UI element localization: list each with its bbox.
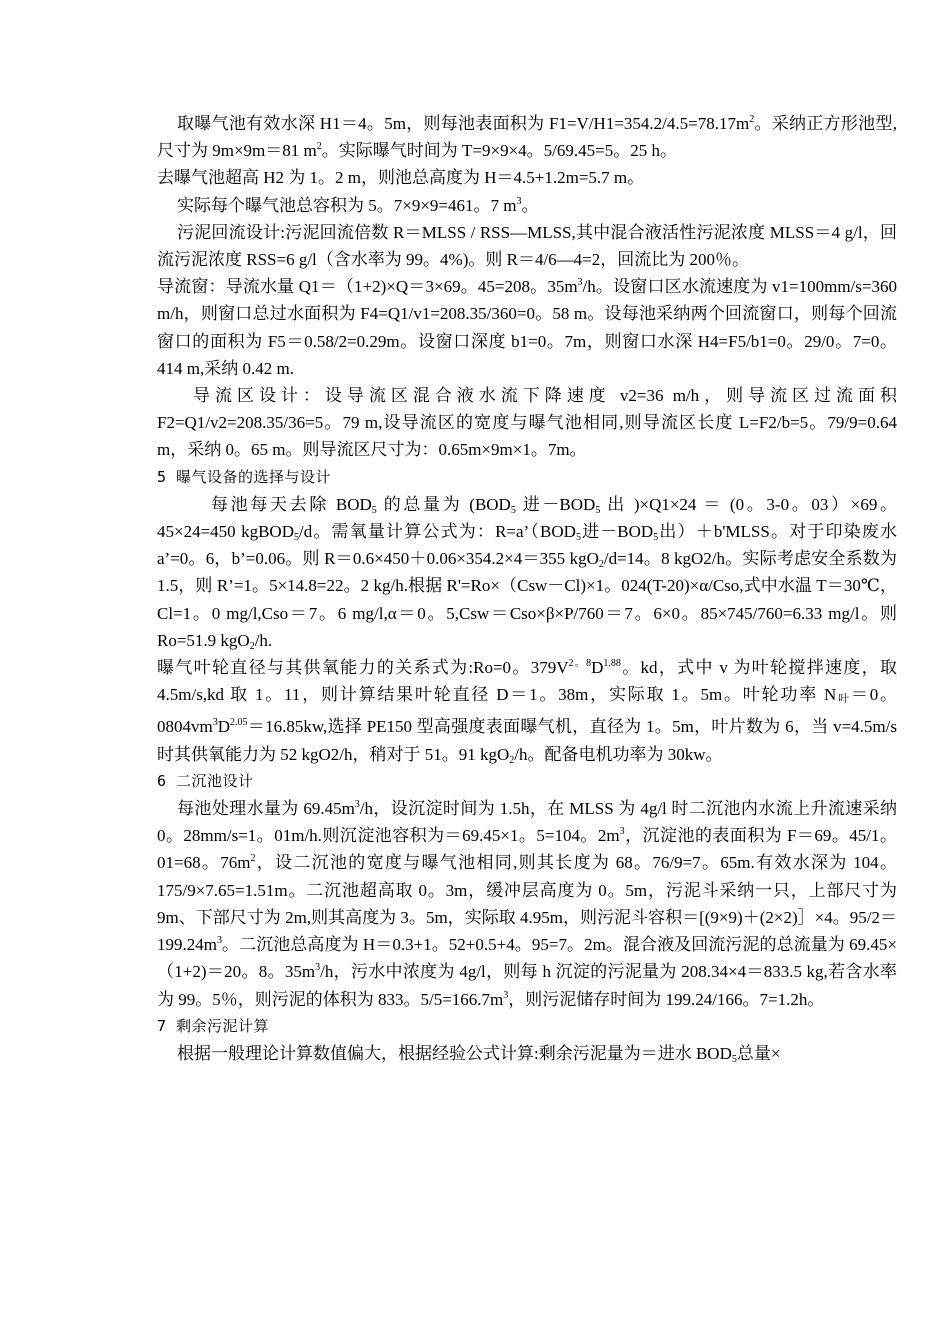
- text-run: 取曝气池有效水深 H1＝4。5m，则每池表面积为 F1=V/H1=354.2/4.5=78.17m: [177, 114, 750, 133]
- text-run: ，设二沉池的宽度与曝气池相同,则其长度为 68。76/9=7。65m.有效水深为 104。175/9×7.65=1.51m。二沉池超高取 0。3m，缓冲层高度为 0。5m，污泥斗采纳一只，上部尺寸为 9m、下部尺寸为 2m,则其高度为 3。5m，实际取 4.95m，则污泥斗容积＝[(9×9)＋(2×2)］×4。95/2＝199.24m: [157, 853, 897, 955]
- superscript: 1.88: [603, 658, 621, 670]
- text-run: 去曝气池超高 H2 为 1。2 m，则池总高度为 H＝4.5+1.2m=5.7 m。: [157, 168, 645, 188]
- superscript: 3: [619, 826, 625, 838]
- body-paragraph: [157, 382, 897, 464]
- document-page: [157, 110, 897, 1067]
- text-run: 。实际曝气时间为 T=9×9×4。5/69.45=5。25 h。: [321, 141, 677, 161]
- text-run: 进－BOD: [580, 522, 654, 542]
- superscript: 2: [316, 141, 322, 153]
- text-run: 。: [521, 195, 539, 215]
- superscript: 2: [749, 114, 755, 125]
- body-paragraph: [157, 219, 897, 273]
- text-run: ＝0。0804vm: [157, 685, 897, 737]
- superscript: 3: [503, 989, 509, 1001]
- body-paragraph: [157, 273, 897, 382]
- subscript: 5: [294, 532, 299, 544]
- body-paragraph: [157, 164, 897, 191]
- text-run: 实际每个曝气池总容积为 5。7×9×9=461。7 m: [177, 195, 517, 215]
- text-run: D: [217, 717, 231, 737]
- body-paragraph: [157, 110, 897, 164]
- text-run: /d。需氧量计算公式为：R=a’（BOD: [299, 522, 576, 542]
- section-heading: [157, 464, 897, 491]
- text-run: 进－BOD: [515, 494, 596, 514]
- text-run: 导流窗：导流水量 Q1＝（1+2)×Q＝3×69。45=208。35m: [157, 277, 578, 297]
- text-run: 导流区设计：设导流区混合液水流下降速度 v2=36 m/h，则导流区过流面积 F2=Q1/v2=208.35/36=5。79 m,设导流区的宽度与曝气池相同,则导流区长度 L=F2/b=5。79/9=0.64 m，采纳 0。65 m。则导流区尺寸为：0.65m×9m×1。7m。: [157, 386, 897, 460]
- text-run: ，则污泥储存时间为 199.24/166。7=1.2h。: [508, 989, 825, 1009]
- text-run: 根据一般理论计算数值偏大，根据经验公式计算:剩余污泥量为＝进水 BOD: [177, 1043, 732, 1063]
- body-paragraph: [157, 192, 897, 219]
- subscript: 5: [731, 1053, 737, 1065]
- superscript: 3: [212, 717, 218, 729]
- section-heading: [157, 1013, 897, 1040]
- body-paragraph: [157, 1040, 897, 1067]
- subscript: 2: [509, 754, 515, 766]
- text-run: /h，污水中浓度为 4g/l，则每 h 沉淀的污泥量为 208.34×4＝833.5 kg,若含水率为 99。5％，则污泥的体积为 833。5/5=166.7m: [157, 962, 897, 1009]
- text-run: 。kd，式中 v 为叶轮搅拌速度，取 4.5m/s,kd 取 1。11，则计算结果叶轮直径 D＝1。38m，实际取 1。5m。叶轮功率 N: [157, 658, 898, 705]
- text-run: 5 曝气设备的选择与设计: [157, 467, 332, 486]
- superscript: 2.05: [230, 717, 248, 729]
- text-run: 每池处理水量为 69.45m: [177, 799, 355, 819]
- text-run: ＝16.85kw,选择 PE150 型高强度表面曝气机，直径为 1。5m，叶片数为 6，当 v=4.5m/s 时其供氧能力为 52 kgO2/h，稍对于 51。91 kgO: [157, 717, 897, 764]
- text-run: 出）＋b'MLSS。对于印染废水 a’=0。6，b’=0.06。则 R＝0.6×450＋0.06×354.2×4＝355 kgO: [157, 522, 897, 569]
- subscript: 5: [575, 532, 581, 544]
- subscript: 5: [510, 504, 516, 516]
- text-run: 的总量为 (BOD: [376, 494, 511, 514]
- body-paragraph: [157, 491, 897, 654]
- text-run: D: [591, 658, 604, 678]
- text-run: /h.: [254, 630, 273, 650]
- text-run: /h。配备电机功率为 30kw。: [514, 744, 723, 764]
- subscript: 5: [595, 504, 601, 516]
- body-paragraph: [157, 654, 897, 768]
- subscript: 2: [598, 559, 604, 571]
- text-run: 6 二沉池设计: [157, 771, 254, 790]
- text-run: ，沉淀池的表面积为 F＝69。45/1。01=68。76m: [157, 826, 897, 873]
- subscript: 5: [371, 504, 377, 516]
- superscript: 3: [315, 962, 321, 974]
- text-run: 曝气叶轮直径与其供氧能力的关系式为:Ro=0。379V: [157, 658, 569, 678]
- text-run: 7 剩余污泥计算: [157, 1016, 270, 1035]
- text-run: /h，设沉淀时间为 1.5h，在 MLSS 为 4g/l 时二沉池内水流上升流速采纳 0。28mm/s=1。01m/h.则沉淀池容积为＝69.45×1。5=104。2m: [157, 799, 897, 846]
- superscript: 3: [516, 195, 522, 207]
- text-run: /d=14。8 kgO2/h。实际考虑安全系数为 1.5，则 R’=1。5×14.8=22。2 kg/h.根据 R'=Ro×（Csw－Cl)×1。024(T-20)×α/Cso,式中水温 T＝30℃，Cl=1。0 mg/l,Cso＝7。6 mg/l,α＝0。5,Csw＝Cso×β×P/760＝7。6×0。85×745/760=6.33 mg/l。则 Ro=51.9 kgO: [157, 549, 897, 650]
- superscript: 2: [250, 853, 256, 865]
- subscript: 5: [653, 532, 659, 544]
- superscript: 2。8: [568, 658, 592, 670]
- section-heading: [157, 768, 897, 795]
- text-run: /h。设窗口区水流速度为 v1=100mm/s=360 m/h，则窗口总过水面积为 F4=Q1/v1=208.35/360=0。58 m。设每池采纳两个回流窗口，则每个回流窗口的面积为 F5＝0.58/2=0.29m。设窗口深度 b1=0。7m，则窗口水深 H4=F5/b1=0。29/0。7=0。414 m,采纳 0.42 m.: [157, 277, 897, 378]
- text-run: 污泥回流设计:污泥回流倍数 R＝MLSS / RSS—MLSS,其中混合液活性污泥浓度 MLSS＝4 g/l，回流污泥浓度 RSS=6 g/l（含水率为 99。4%)。则 R＝4/6—4=2，回流比为 200％。: [157, 222, 897, 270]
- superscript: 3: [216, 935, 222, 947]
- body-paragraph: [157, 795, 897, 1013]
- subscript: 2: [249, 640, 255, 652]
- text-run: 总量×: [736, 1043, 781, 1063]
- text-run: 。采纳正方形池型,尺寸为 9m×9m＝81 m: [157, 114, 897, 161]
- superscript: 3: [577, 277, 583, 289]
- superscript: 3: [354, 799, 360, 811]
- subscript-small: 叶: [836, 693, 851, 706]
- text-run: 每池每天去除 BOD: [211, 494, 372, 514]
- text-run: 。二沉池总高度为 H＝0.3+1。52+0.5+4。95=7。2m。混合液及回流污泥的总流量为 69.45×（1+2)＝20。8。35m: [157, 935, 897, 982]
- text-run: 出 )×Q1×24 ＝ (0。3-0。03）×69。45×24=450 kgBOD: [157, 494, 897, 542]
